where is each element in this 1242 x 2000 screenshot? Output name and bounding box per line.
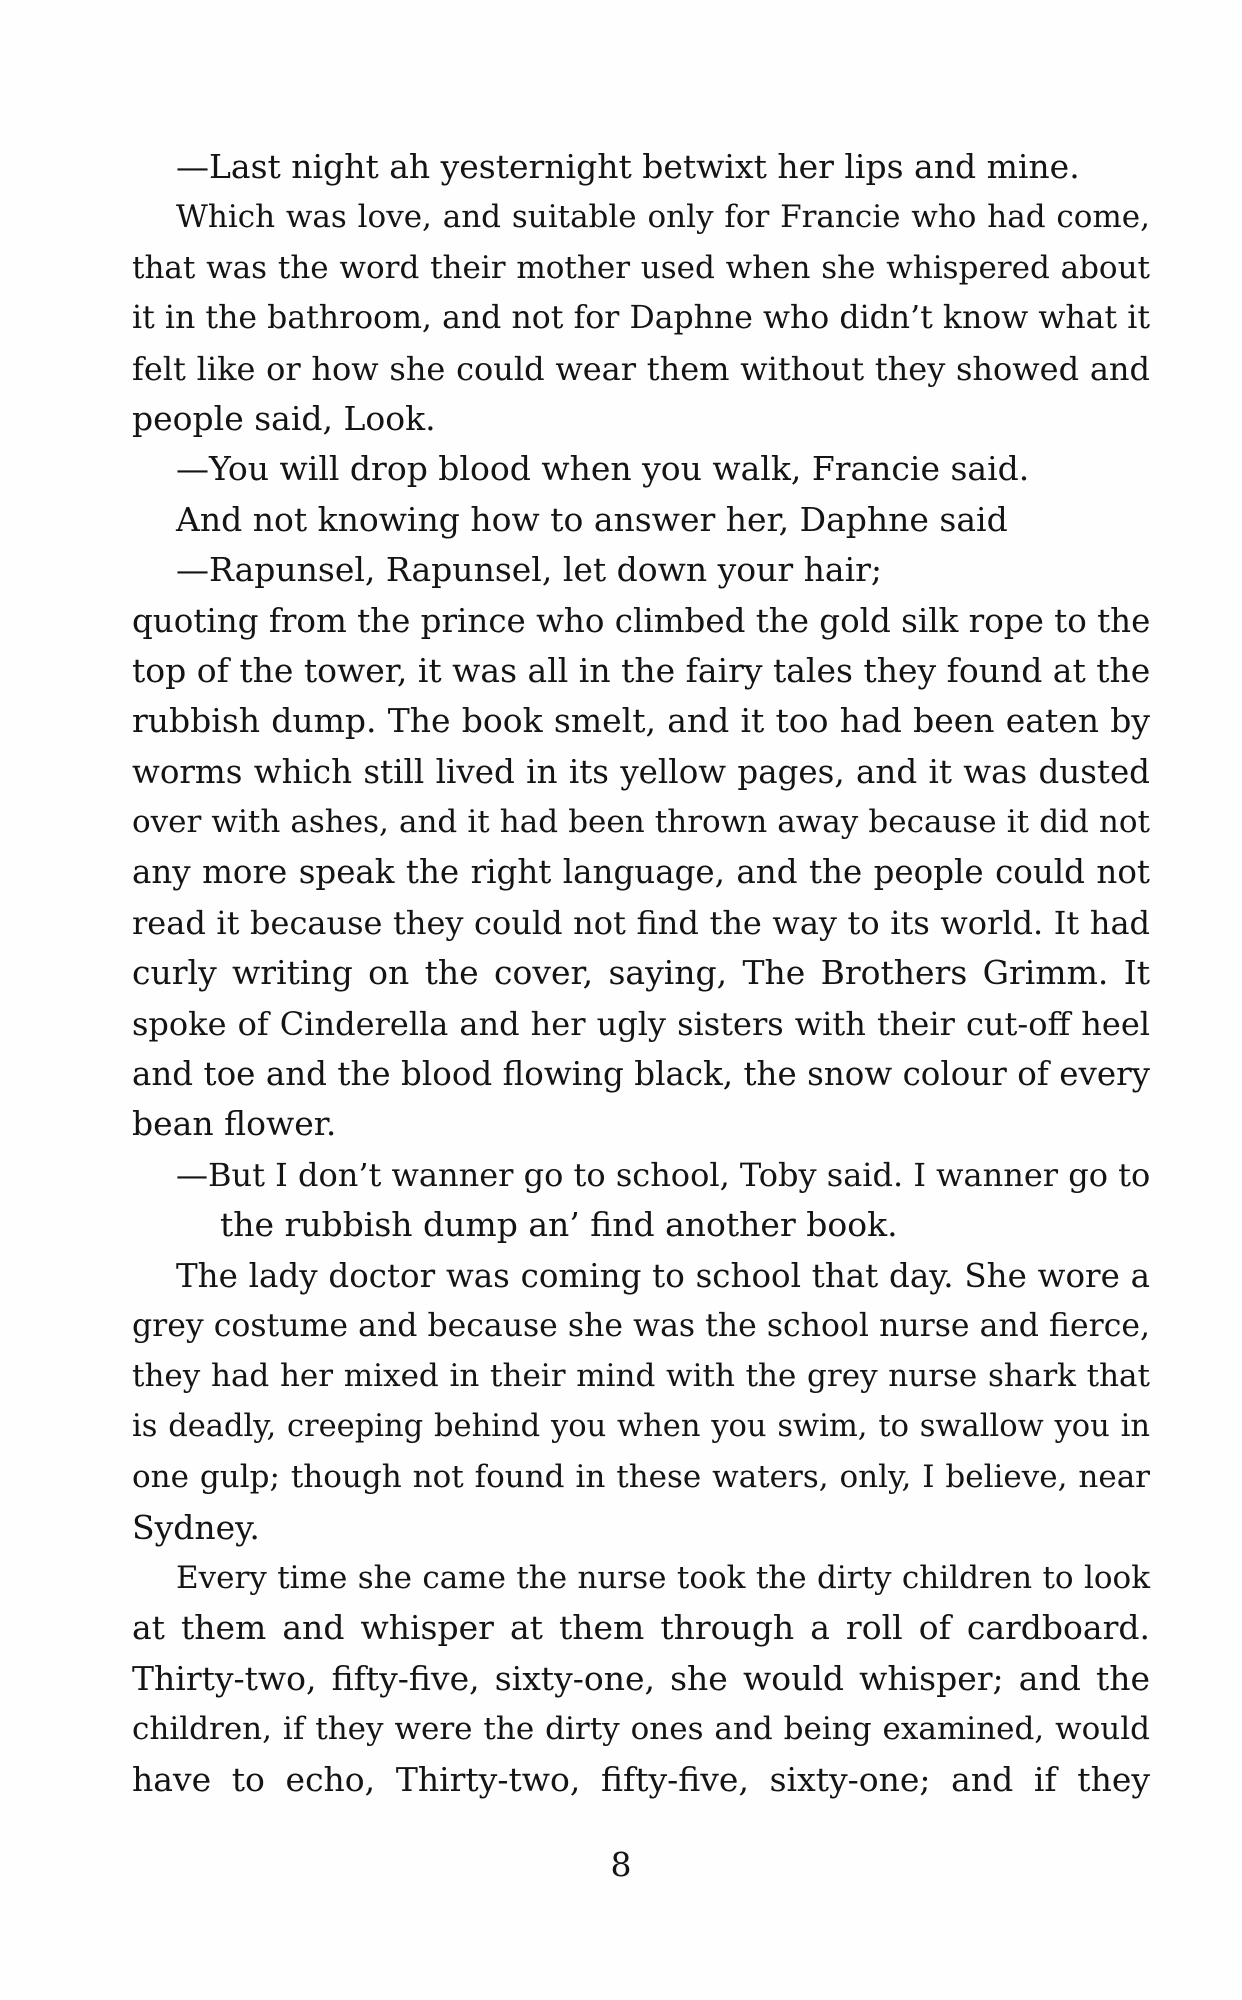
text-line-33: have to echo, Thirty-two, fifty-five, sixty-one; and if they <box>132 1759 1150 1799</box>
text-line-3: that was the word their mother used when she whispered about <box>132 249 1150 286</box>
text-line-12: rubbish dump. The book smelt, and it too had been eaten by <box>132 701 1150 741</box>
text-line-2: Which was love, and suitable only for Francie who had come, <box>176 199 1150 236</box>
text-line-30: at them and whisper at them through a roll of cardboard. <box>132 1608 1150 1648</box>
text-line-13: worms which still lived in its yellow pages, and it was dusted <box>132 752 1150 791</box>
text-line-16: read it because they could not find the way to its world. It had <box>132 903 1150 942</box>
text-line-15: any more speak the right language, and the people could not <box>132 853 1150 892</box>
text-line-23: The lady doctor was coming to school that day. She wore a <box>176 1256 1150 1295</box>
text-line-19: and toe and the blood flowing black, the snow colour of every <box>132 1055 1150 1094</box>
text-line-20: bean flower. <box>132 1104 337 1144</box>
text-line-1: —Last night ah yesternight betwixt her lips and mine. <box>176 147 1080 186</box>
text-line-9: —Rapunsel, Rapunsel, let down your hair; <box>176 550 883 590</box>
text-line-21: —But I don’t wanner go to school, Toby said. I wanner go to <box>176 1155 1151 1194</box>
text-line-5: felt like or how she could wear them without they showed and <box>132 349 1150 388</box>
text-line-10: quoting from the prince who climbed the gold silk rope to the <box>132 601 1151 640</box>
text-line-25: they had her mixed in their mind with the grey nurse shark that <box>132 1358 1150 1395</box>
text-line-29: Every time she came the nurse took the dirty children to look <box>176 1559 1150 1596</box>
text-line-8: And not knowing how to answer her, Daphne said <box>176 499 1008 539</box>
body-text <box>132 142 1150 1805</box>
text-line-26: is deadly, creeping behind you when you swim, to swallow you in <box>132 1408 1150 1444</box>
text-line-28: Sydney. <box>132 1507 260 1547</box>
text-line-7: —You will drop blood when you walk, Francie said. <box>176 449 1030 489</box>
text-line-4: it in the bathroom, and not for Daphne who didn’t know what it <box>132 300 1150 337</box>
text-line-24: grey costume and because she was the school nurse and fierce, <box>132 1307 1150 1344</box>
page-number: 8 <box>610 1845 632 1884</box>
text-line-31: Thirty-two, fifty-five, sixty-one, she would whisper; and the <box>132 1658 1150 1698</box>
text-line-18: spoke of Cinderella and her ugly sisters with their cut-off heel <box>132 1004 1150 1043</box>
text-line-17: curly writing on the cover, saying, The Brothers Grimm. It <box>132 953 1150 993</box>
text-line-27: one gulp; though not found in these waters, only, I believe, near <box>132 1459 1150 1496</box>
text-line-32: children, if they were the dirty ones and being examined, would <box>132 1711 1150 1748</box>
text-line-14: over with ashes, and it had been thrown away because it did not <box>132 804 1150 841</box>
text-line-11: top of the tower, it was all in the fairy tales they found at the <box>132 650 1151 690</box>
text-line-22: the rubbish dump an’ find another book. <box>220 1205 898 1245</box>
text-line-6: people said, Look. <box>132 398 436 438</box>
